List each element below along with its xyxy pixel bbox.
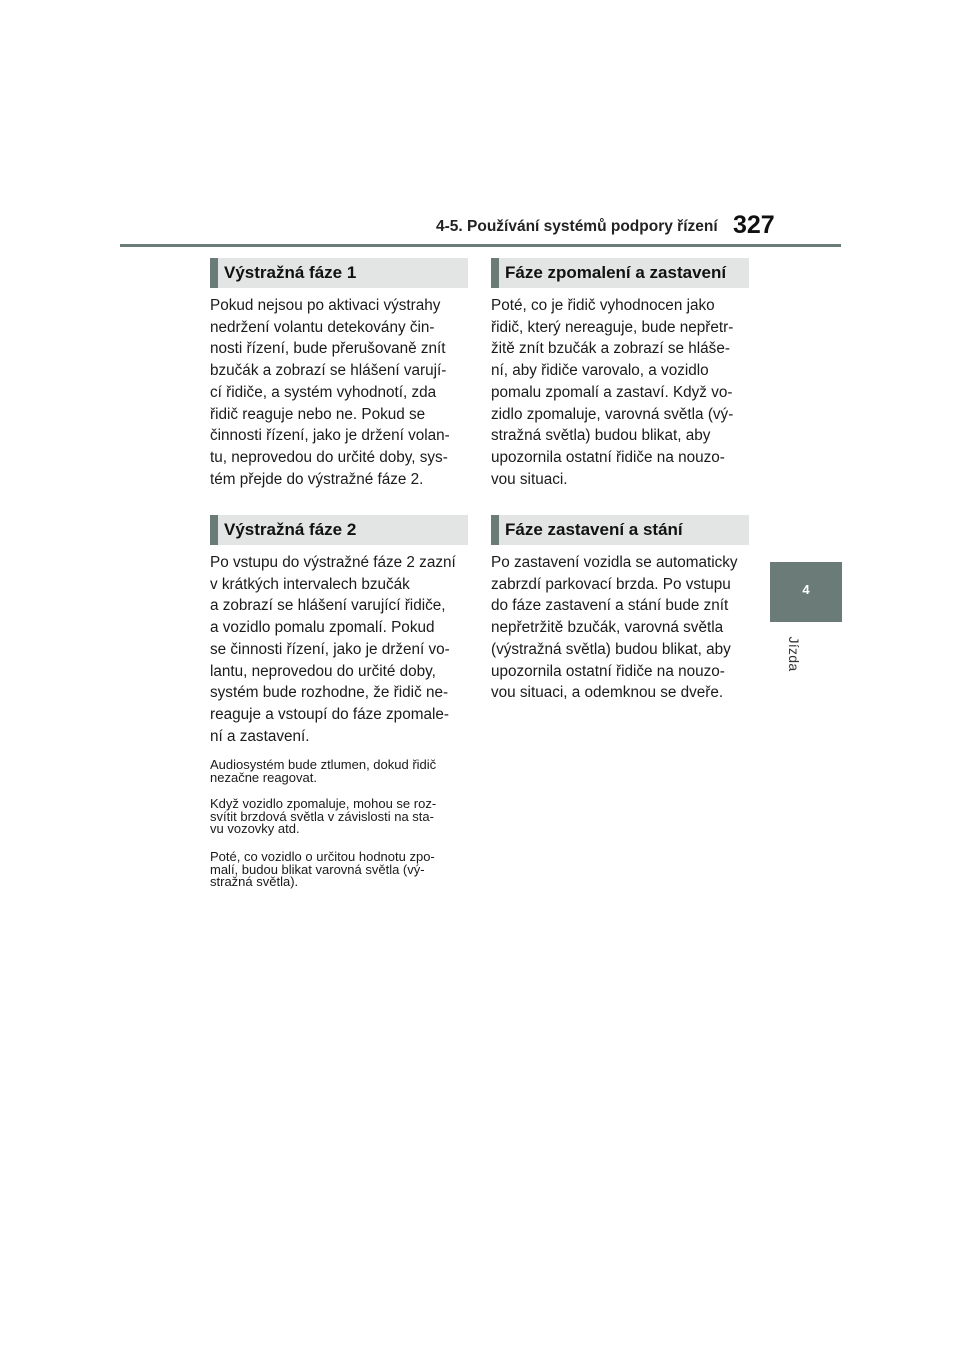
- section-heading-warning-phase-1: [210, 258, 468, 288]
- heading-text: Výstražná fáze 1: [224, 263, 357, 282]
- paragraph-stop-hold: Po zastavení vozidla se automaticky zabrzdí parkovací brzda. Po vstupu do fáze zastavení a stání bude znít nepřetržitě bzučák, varovná světla (výstražná světla) budou blikat, aby upozornila ostatní řidiče na nouzo- vou situaci, a odemknou se dveře.: [491, 554, 738, 702]
- section-heading-stop-hold: [491, 515, 749, 545]
- section-heading-warning-phase-2: [210, 515, 468, 545]
- paragraph-deceleration-stop: Poté, co je řidič vyhodnocen jako řidič, který nereaguje, bude nepřetr- žitě znít bzučák a zobrazí se hláše- ní, aby řidiče varovalo, a vozidlo pomalu zpomalí a zastaví. Když vo- zidlo zpomaluje, varovná světla (vý- stražná světla) budou blikat, aby upozornila ostatní řidiče na nouzo- vou situaci.: [491, 297, 734, 488]
- chapter-label: [778, 632, 806, 692]
- paragraph-warning-phase-1: Pokud nejsou po aktivaci výstrahy nedržení volantu detekovány čin- nosti řízení, bude přerušovaně znít bzučák a zobrazí se hlášení varují- cí řidiče, a systém vyhodnotí, zda řidič reaguje nebo ne. Pokud se činnosti řízení, jako je držení volan- tu, neprovedou do určité doby, sys- tém přejde do výstražné fáze 2.: [210, 297, 450, 488]
- header-divider: [120, 244, 841, 247]
- page-number: 327: [733, 211, 775, 239]
- section-title: 4-5. Používání systémů podpory řízení: [436, 218, 718, 235]
- section-heading-deceleration-stop: [491, 258, 749, 288]
- heading-text: Výstražná fáze 2: [224, 520, 357, 539]
- note-audio-muted: Audiosystém bude ztlumen, dokud řidič nezačne reagovat.: [210, 757, 437, 785]
- note-brake-lights: Když vozidlo zpomaluje, mohou se roz- svítit brzdová světla v závislosti na sta- vu vozovky atd.: [210, 796, 437, 836]
- chapter-number: 4: [802, 582, 810, 597]
- chapter-name: Jízda: [786, 636, 802, 672]
- heading-text: Fáze zastavení a stání: [505, 520, 683, 539]
- chapter-tab: [770, 562, 842, 622]
- note-hazard-lights: Poté, co vozidlo o určitou hodnotu zpo- malí, budou blikat varovná světla (vý- stražná světla).: [210, 849, 435, 889]
- paragraph-warning-phase-2: Po vstupu do výstražné fáze 2 zazní v krátkých intervalech bzučák a zobrazí se hlášení varující řidiče, a vozidlo pomalu zpomalí. Pokud se činnosti řízení, jako je držení vo- lantu, neprovedou do určité doby, systém bude rozhodne, že řidič ne- reaguje a vstoupí do fáze zpomale- ní a zastavení.: [210, 554, 456, 745]
- heading-text: Fáze zpomalení a zastavení: [505, 263, 727, 282]
